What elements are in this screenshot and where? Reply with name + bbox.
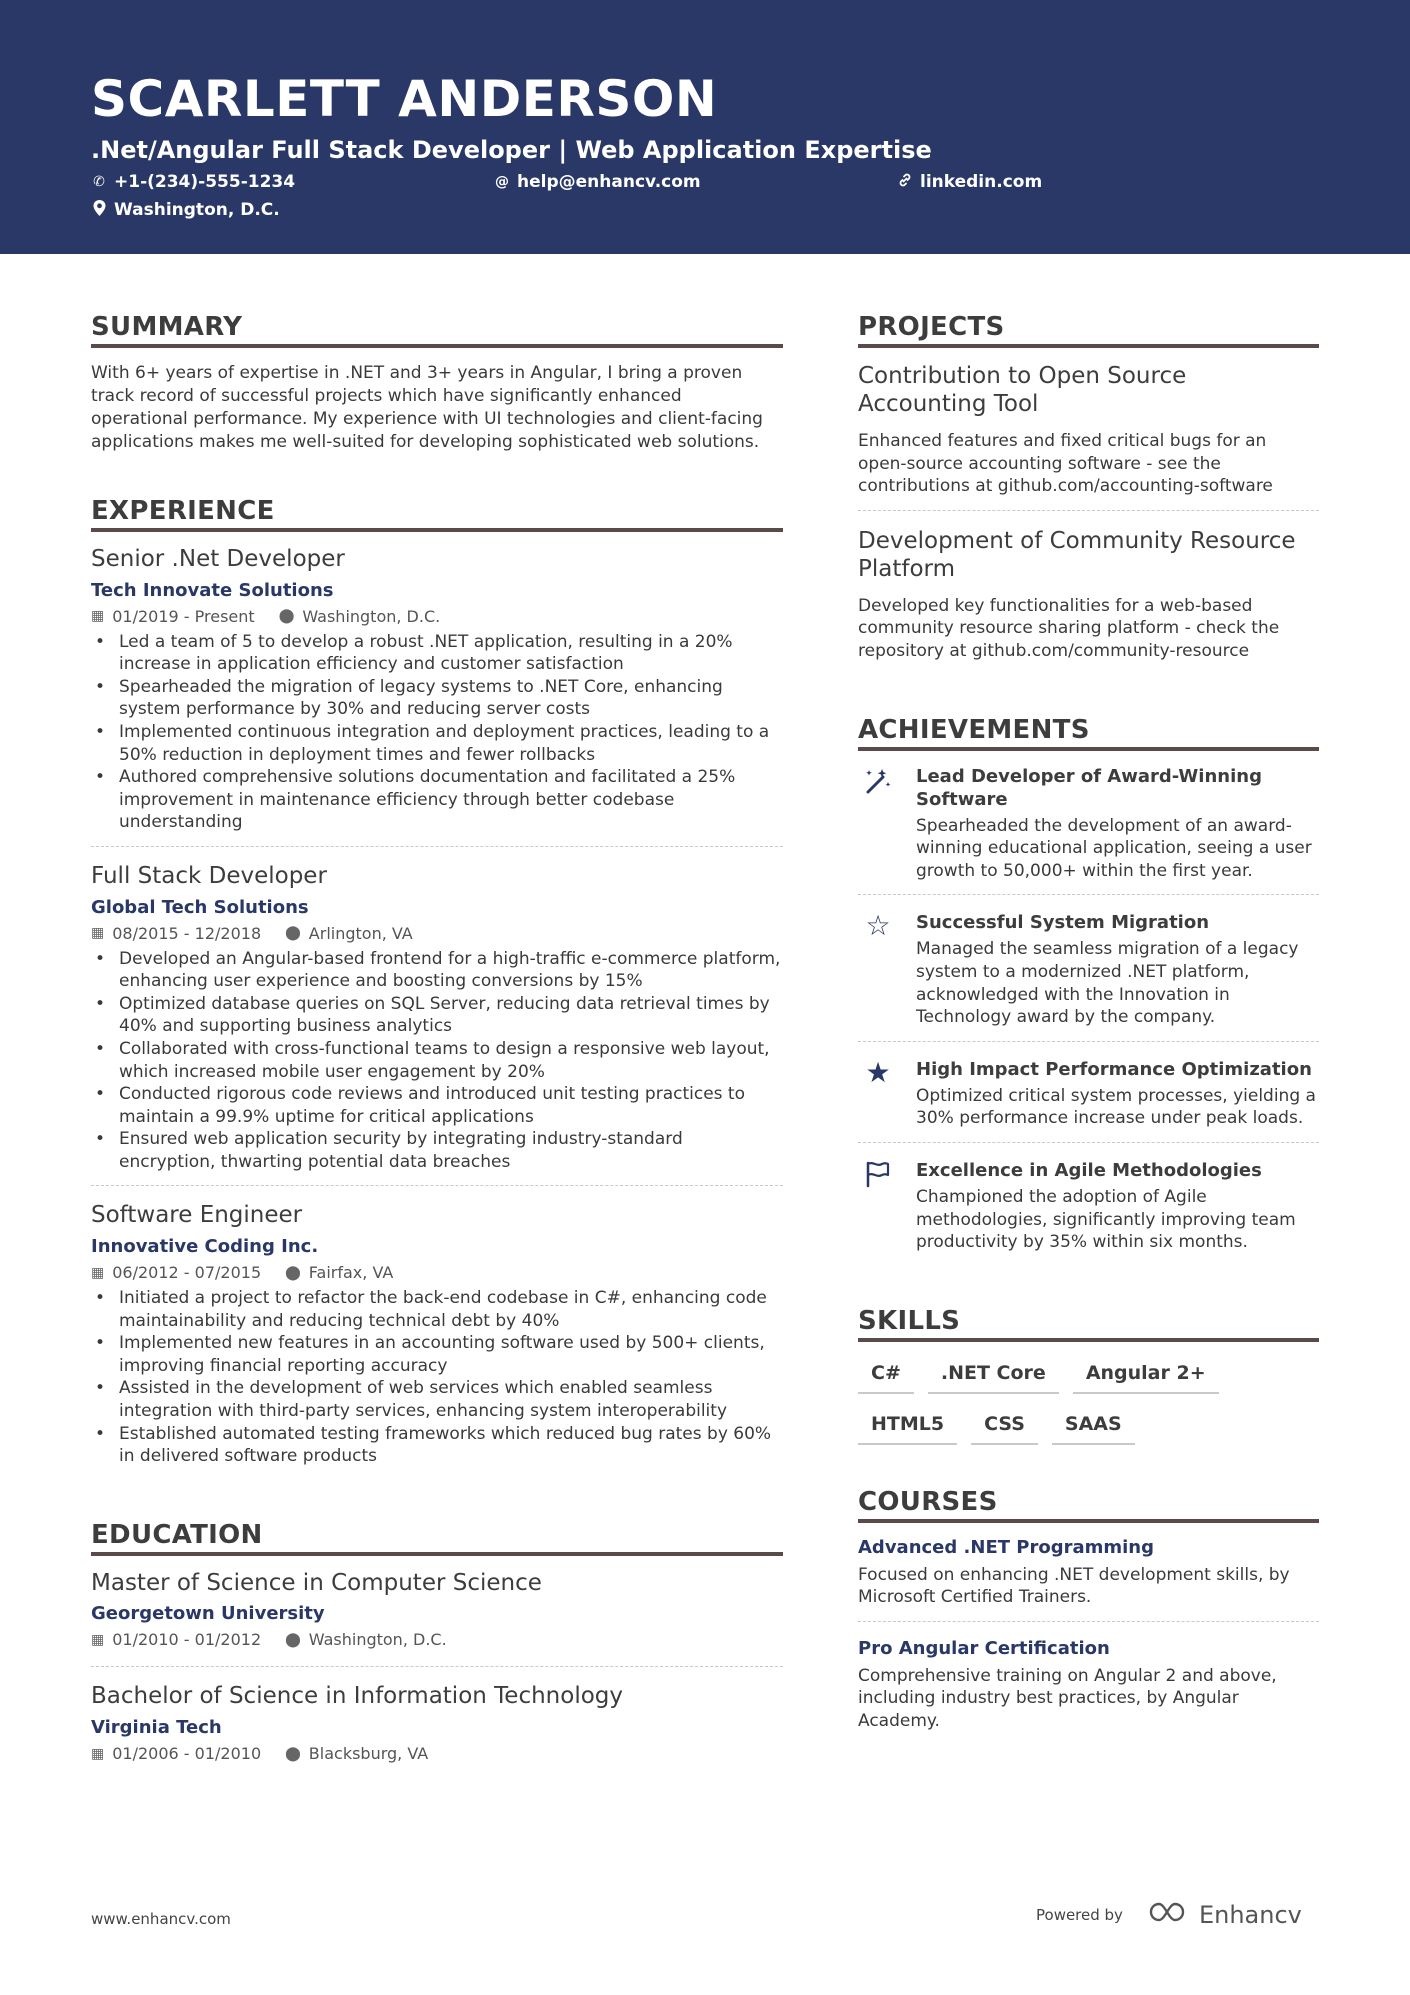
bullet-item: • Implemented new features in an accounting software used by 500+ clients, improving financial reporting accuracy: [91, 1332, 783, 1377]
achievements-section: [858, 715, 1319, 1264]
contact-phone[interactable]: [91, 172, 295, 192]
bullet-item: • Initiated a project to refactor the back-end codebase in C#, enhancing code maintainability and reducing technical debt by 40%: [91, 1287, 783, 1332]
job-dates: 08/2015 - 12/2018: [112, 923, 262, 943]
calendar-icon: ▦: [91, 1631, 105, 1648]
education-location: Washington, D.C.: [308, 1630, 447, 1650]
footer-branding: [1036, 1900, 1302, 1930]
phone-icon: ✆: [93, 174, 105, 190]
achievement-title: High Impact Performance Optimization: [916, 1058, 1312, 1080]
skill-tag: Angular 2+: [1073, 1356, 1219, 1394]
summary-heading: SUMMARY: [91, 312, 783, 348]
phone-text: +1-(234)-555-1234: [114, 172, 296, 192]
job-dates: 01/2019 - Present: [112, 606, 255, 626]
education-entry: [91, 1570, 783, 1668]
bullet-item: • Ensured web application security by integrating industry-standard encryption, thwarting potential data breaches: [91, 1128, 783, 1173]
education-dates: 01/2006 - 01/2010: [112, 1744, 262, 1763]
bullet-item: • Implemented continuous integration and deployment practices, leading to a 50% reduction in deployment times and fewer rollbacks: [91, 721, 783, 766]
company-name: Global Tech Solutions: [91, 896, 309, 918]
job-title: Senior .Net Developer: [91, 546, 345, 572]
job-dates: 06/2012 - 07/2015: [112, 1263, 262, 1283]
summary-section: [91, 312, 783, 454]
education-dates: 01/2010 - 01/2012: [112, 1630, 262, 1650]
achievement-description: Optimized critical system processes, yielding a 30% performance increase under peak loads.: [916, 1085, 1316, 1129]
contact-location: [91, 200, 280, 220]
magic-wand-icon: [858, 765, 898, 883]
course-description: Comprehensive training on Angular 2 and above, including industry best practices, by Angular Academy.: [858, 1665, 1277, 1732]
achievements-heading: ACHIEVEMENTS: [858, 715, 1319, 751]
projects-section: [858, 312, 1319, 673]
achievement-entry: [858, 1159, 1319, 1264]
job-location: Arlington, VA: [308, 923, 413, 943]
bullet-item: • Conducted rigorous code reviews and introduced unit testing practices to maintain a 99.9% uptime for critical applications: [91, 1083, 783, 1128]
summary-text: With 6+ years of expertise in .NET and 3+ years in Angular, I bring a proven track record of successful projects which have significantly enhanced operational performance. My experience with UI technologies and client-facing applications makes me well-suited for developing sophisticated web solutions.: [91, 363, 763, 452]
bullet-item: • Collaborated with cross-functional teams to design a responsive web layout, which increased mobile user engagement by 20%: [91, 1038, 783, 1083]
project-description: Developed key functionalities for a web-based community resource sharing platform - check the repository at github.com/community-resource: [858, 595, 1280, 661]
job-title: Full Stack Developer: [91, 862, 327, 889]
job-meta: [91, 1263, 783, 1282]
projects-heading: PROJECTS: [858, 312, 1319, 348]
experience-heading: EXPERIENCE: [91, 496, 783, 532]
achievement-entry: [858, 1055, 1319, 1143]
calendar-icon: ▦: [91, 1745, 105, 1762]
job-bullets: [91, 948, 783, 1174]
contact-linkedin[interactable]: [897, 172, 1042, 192]
project-entry: [858, 527, 1319, 673]
bullet-item: • Authored comprehensive solutions documentation and facilitated a 25% improvement in maintenance efficiency through better codebase understanding: [91, 766, 783, 834]
star-filled-icon: ★: [865, 1055, 891, 1089]
project-entry: [858, 362, 1319, 511]
courses-heading: COURSES: [858, 1487, 1319, 1523]
course-title: Advanced .NET Programming: [858, 1536, 1155, 1558]
calendar-icon: ▦: [91, 608, 105, 625]
job-bullets: [91, 1287, 783, 1468]
achievement-description: Spearheaded the development of an award-winning educational application, seeing a user growth to 50,000+ within the first year.: [916, 815, 1312, 881]
candidate-headline: .Net/Angular Full Stack Developer | Web Application Expertise: [91, 136, 932, 164]
courses-section: [858, 1487, 1319, 1743]
company-name: Innovative Coding Inc.: [91, 1236, 319, 1258]
project-description: Enhanced features and fixed critical bugs for an open-source accounting software - see the contributions at github.com/accounting-software: [858, 431, 1273, 497]
enhancv-logo[interactable]: [1147, 1900, 1302, 1930]
right-column: [858, 312, 1319, 1785]
experience-entry: [91, 863, 783, 1187]
left-column: [91, 312, 783, 1820]
enhancv-logo-text: Enhancv: [1198, 1901, 1302, 1929]
course-description: Focused on enhancing .NET development skills, by Microsoft Certified Trainers.: [858, 1564, 1290, 1608]
location-pin-icon: ⬤: [285, 1745, 301, 1762]
link-icon: [897, 172, 913, 192]
achievement-title: Successful System Migration: [916, 912, 1210, 934]
enhancv-logo-icon: [1147, 1900, 1193, 1930]
footer-website[interactable]: www.enhancv.com: [91, 1910, 231, 1928]
location-text: Washington, D.C.: [114, 200, 280, 220]
experience-entry: [91, 546, 783, 847]
bullet-item: • Assisted in the development of web services which enabled seamless integration with third-party services, enhancing system interoperability: [91, 1377, 783, 1422]
location-pin-icon: ⬤: [278, 608, 295, 625]
company-name: Tech Innovate Solutions: [91, 579, 334, 601]
achievement-entry: [858, 911, 1319, 1041]
education-heading: EDUCATION: [91, 1520, 783, 1556]
bullet-item: • Established automated testing frameworks which reduced bug rates by 60% in delivered software products: [91, 1423, 783, 1468]
achievement-title: Lead Developer of Award-Winning Software: [916, 765, 1262, 810]
at-icon: @: [495, 174, 509, 190]
achievement-description: Managed the seamless migration of a legacy system to a modernized .NET platform, acknowledged with the Innovation in Technology award by the company.: [916, 939, 1299, 1028]
skill-tag: C#: [858, 1356, 914, 1394]
skills-section: [858, 1306, 1319, 1445]
location-pin-icon: [91, 200, 107, 220]
location-pin-icon: ⬤: [285, 1264, 301, 1281]
job-meta: [91, 607, 783, 626]
candidate-name: SCARLETT ANDERSON: [91, 70, 718, 128]
school-name: Virginia Tech: [91, 1717, 222, 1738]
skill-tag: HTML5: [858, 1407, 957, 1445]
bullet-item: • Optimized database queries on SQL Server, reducing data retrieval times by 40% and supporting business analytics: [91, 993, 783, 1038]
powered-by-label: Powered by: [1036, 1906, 1123, 1924]
skill-tag: CSS: [971, 1407, 1038, 1445]
achievement-title: Excellence in Agile Methodologies: [916, 1159, 1262, 1181]
achievement-entry: [858, 765, 1319, 896]
degree-title: Master of Science in Computer Science: [91, 1569, 542, 1596]
flag-icon: [858, 1159, 898, 1254]
school-name: Georgetown University: [91, 1603, 325, 1625]
education-section: [91, 1520, 783, 1778]
location-pin-icon: ⬤: [285, 925, 301, 942]
experience-entry: [91, 1202, 783, 1477]
skills-heading: SKILLS: [858, 1306, 1319, 1342]
education-meta: [91, 1630, 783, 1649]
education-location: Blacksburg, VA: [308, 1744, 429, 1763]
calendar-icon: ▦: [91, 1264, 105, 1281]
bullet-item: • Led a team of 5 to develop a robust .NET application, resulting in a 20% increase in application efficiency and customer satisfaction: [91, 631, 783, 676]
contact-email[interactable]: [494, 172, 701, 192]
course-entry: [858, 1638, 1319, 1743]
bullet-item: • Developed an Angular-based frontend for a high-traffic e-commerce platform, enhancing user experience and boosting conversions by 15%: [91, 948, 783, 993]
course-entry: [858, 1537, 1319, 1622]
project-title: Contribution to Open Source Accounting Tool: [858, 363, 1187, 417]
education-entry: [91, 1683, 783, 1778]
skill-tag: SAAS: [1052, 1407, 1135, 1445]
job-title: Software Engineer: [91, 1202, 303, 1229]
linkedin-text: linkedin.com: [920, 172, 1043, 192]
degree-title: Bachelor of Science in Information Technology: [91, 1683, 623, 1710]
education-meta: [91, 1744, 783, 1763]
experience-section: [91, 496, 783, 1478]
bullet-item: • Spearheaded the migration of legacy systems to .NET Core, enhancing system performance by 30% and reducing server costs: [91, 676, 783, 721]
job-meta: [91, 924, 783, 943]
star-outline-icon: ☆: [865, 909, 891, 943]
calendar-icon: ▦: [91, 925, 105, 942]
skill-tag: .NET Core: [928, 1356, 1059, 1394]
location-pin-icon: ⬤: [285, 1631, 301, 1648]
course-title: Pro Angular Certification: [858, 1637, 1110, 1659]
email-text: help@enhancv.com: [517, 172, 701, 192]
resume-header: [0, 0, 1410, 254]
skills-list: [858, 1356, 1319, 1445]
project-title: Development of Community Resource Platform: [858, 527, 1296, 582]
job-bullets: [91, 631, 783, 834]
job-location: Fairfax, VA: [308, 1263, 394, 1283]
job-location: Washington, D.C.: [302, 606, 441, 626]
achievement-description: Championed the adoption of Agile methodologies, significantly improving team productivity by 35% within six months.: [916, 1186, 1296, 1253]
